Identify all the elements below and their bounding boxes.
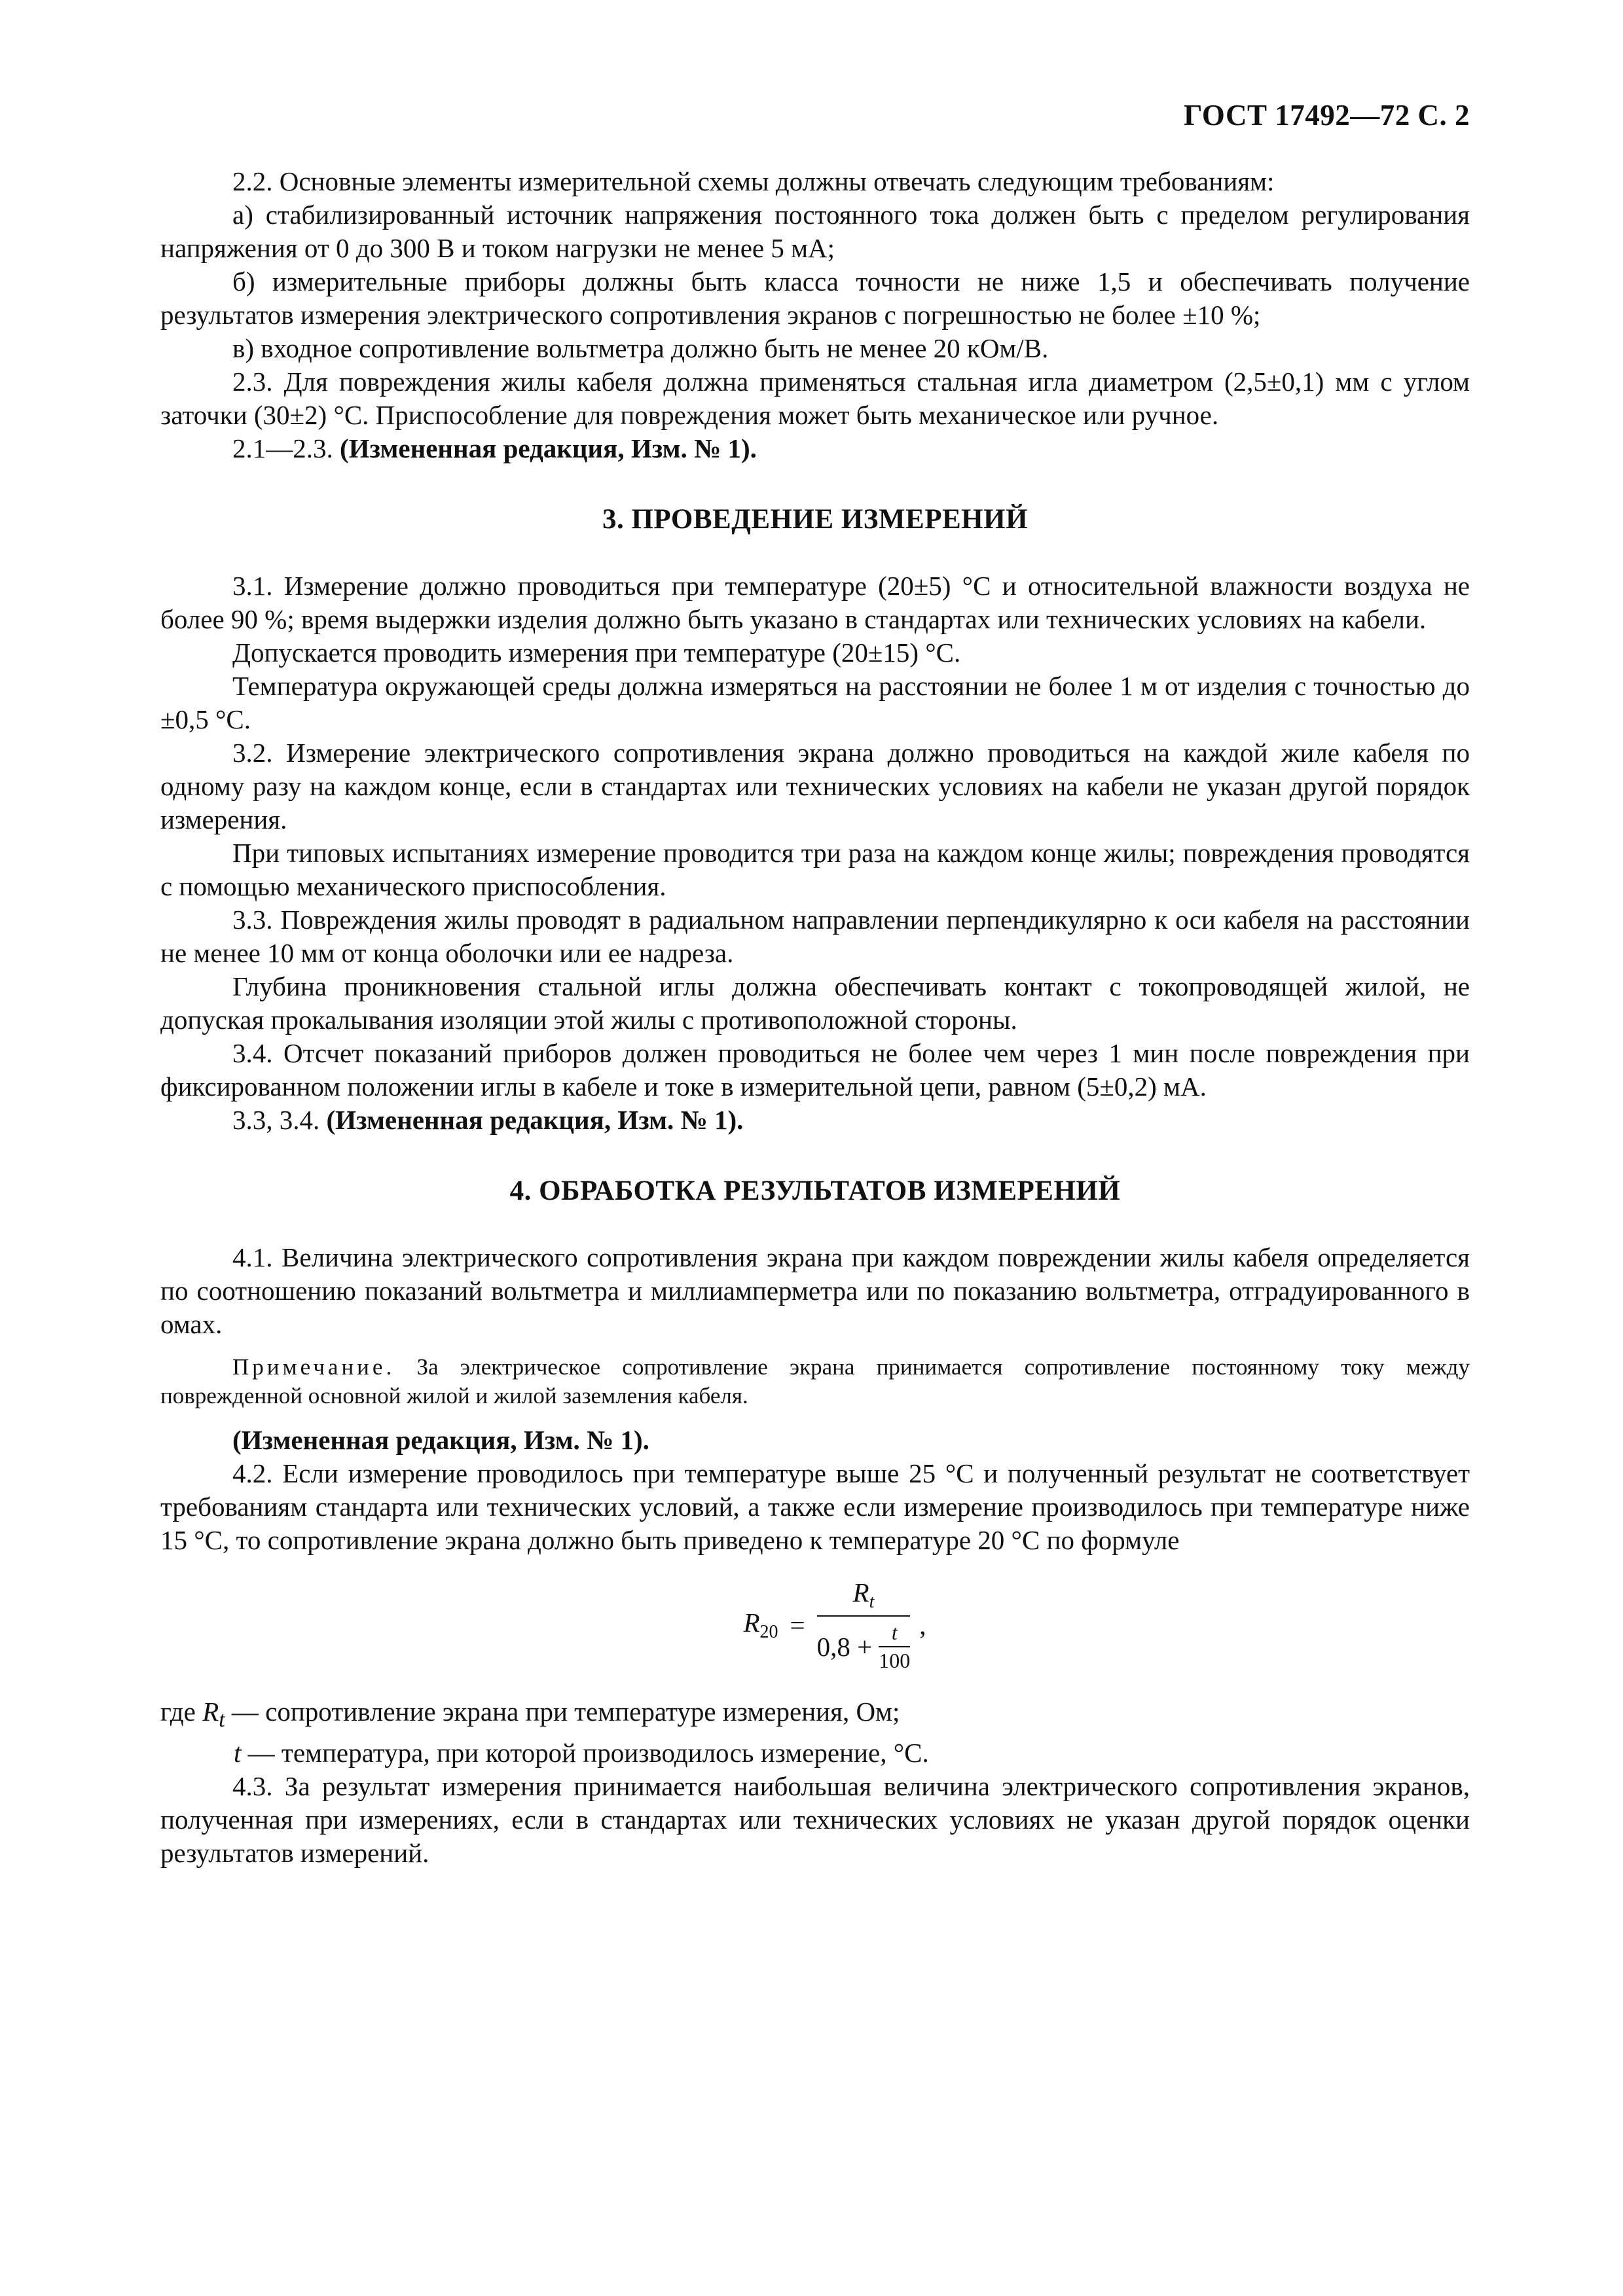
paragraph: Допускается проводить измерения при температуре (20±15) °С. — [232, 637, 961, 668]
paragraph: 3.1. Измерение должно проводиться при температуре (20±5) °С и относительной влажности воздуха не более 90 %; время выдержки изделия должно быть указано в стандартах или технических условиях на кабели. — [160, 571, 1470, 634]
formula-denominator: 0,8 + $\frac{t}{100}$ — [816, 1621, 911, 1673]
paragraph: 2.3. Для повреждения жилы кабеля должна применяться стальная игла диаметром (2,5±0,1) мм с углом заточки (30±2) °С. Приспособление для повреждения может быть механическое или ручное. — [160, 367, 1470, 430]
formula-inner-fraction: $\frac{t}{100}$ — [879, 1621, 911, 1673]
amendment-note — [160, 432, 1470, 465]
amendment-text: (Измененная редакция, Изм. № 1). — [326, 1105, 744, 1135]
paragraph: 4.3. За результат измерения принимается наибольшая величина электрического сопротивления экранов, полученная при измерениях, если в стандартах или технических условиях не указан другой порядок оценки результатов измерений. — [160, 1771, 1470, 1869]
amendment-note: (Измененная редакция, Изм. № 1). — [232, 1425, 649, 1455]
note-label: Примечание. — [232, 1354, 395, 1380]
formula-lhs: $R_{20}$ — [743, 1607, 778, 1643]
page-header: ГОСТ 17492—72 С. 2 — [1183, 99, 1470, 132]
paragraph: 4.2. Если измерение проводилось при температуре выше 25 °С и полученный результат не соответствует требованиям стандарта или технических условий, а также если измерение производилось при температуре ниже 15 °С, то сопротивление экрана должно быть приведено к температуре 20 °С по формуле — [160, 1458, 1470, 1555]
paragraph: а) стабилизированный источник напряжения постоянного тока должен быть с пределом регулирования напряжения от 0 до 300 В и током нагрузки не менее 5 мА; — [160, 200, 1470, 263]
formula-legend-rt: где $R_t$ — сопротивление экрана при температуре измерения, Ом; — [160, 1696, 900, 1732]
formula — [200, 1577, 1470, 1673]
amendment-note — [160, 1103, 1470, 1137]
paragraph: При типовых испытаниях измерение проводится три раза на каждом конце жилы; повреждения проводятся с помощью механического приспособления. — [160, 838, 1470, 901]
amendment-text: (Измененная редакция, Изм. № 1). — [340, 433, 757, 463]
note-text: За электрическое сопротивление экрана принимается сопротивление постоянному току между поврежденной основной жилой и жилой заземления кабеля. — [160, 1354, 1470, 1408]
section-3-title: 3. ПРОВЕДЕНИЕ ИЗМЕРЕНИЙ — [602, 504, 1029, 535]
amendment-ref: 2.1—2.3. — [232, 433, 333, 463]
formula-fraction — [817, 1577, 911, 1673]
paragraph: Глубина проникновения стальной иглы должна обеспечивать контакт с токопроводящей жилой, не допуская прокалывания изоляции этой жилы с противоположной стороны. — [160, 971, 1470, 1035]
amendment-ref: 3.3, 3.4. — [232, 1105, 320, 1135]
section-4-title: 4. ОБРАБОТКА РЕЗУЛЬТАТОВ ИЗМЕРЕНИЙ — [509, 1175, 1121, 1206]
formula-equals: = — [790, 1609, 805, 1640]
paragraph: 3.2. Измерение электрического сопротивления экрана должно проводиться на каждой жиле кабеля по одному разу на каждом конце, если в стандартах или технических условиях на кабели не указан другой порядок измерения. — [160, 738, 1470, 834]
paragraph: б) измерительные приборы должны быть класса точности не ниже 1,5 и обеспечивать получение результатов измерения электрического сопротивления экранов с погрешностью не более ±10 %; — [160, 266, 1470, 330]
note — [160, 1353, 1470, 1410]
formula-legend-t: t — температура, при которой производилось измерение, °С. — [234, 1738, 929, 1768]
formula-numerator: $R_t$ — [852, 1577, 875, 1613]
paragraph: 2.2. Основные элементы измерительной схемы должны отвечать следующим требованиям: — [232, 166, 1275, 196]
paragraph: 4.1. Величина электрического сопротивления экрана при каждом повреждении жилы кабеля определяется по соотношению показаний вольтметра и миллиамперметра или по показанию вольтметра, отградуированного в омах. — [160, 1242, 1470, 1339]
paragraph: 3.3. Повреждения жилы проводят в радиальном направлении перпендикулярно к оси кабеля на расстоянии не менее 10 мм от конца оболочки или ее надреза. — [160, 905, 1470, 968]
paragraph: Температура окружающей среды должна измеряться на расстоянии не более 1 м от изделия с точностью до ±0,5 °С. — [160, 671, 1470, 734]
formula-comma: , — [919, 1609, 926, 1640]
document-page — [160, 98, 1470, 1870]
paragraph: в) входное сопротивление вольтметра должно быть не менее 20 кОм/В. — [232, 333, 1049, 363]
paragraph: 3.4. Отсчет показаний приборов должен проводиться не более чем через 1 мин после повреждения при фиксированном положении иглы в кабеле и токе в измерительной цепи, равном (5±0,2) мА. — [160, 1038, 1470, 1102]
